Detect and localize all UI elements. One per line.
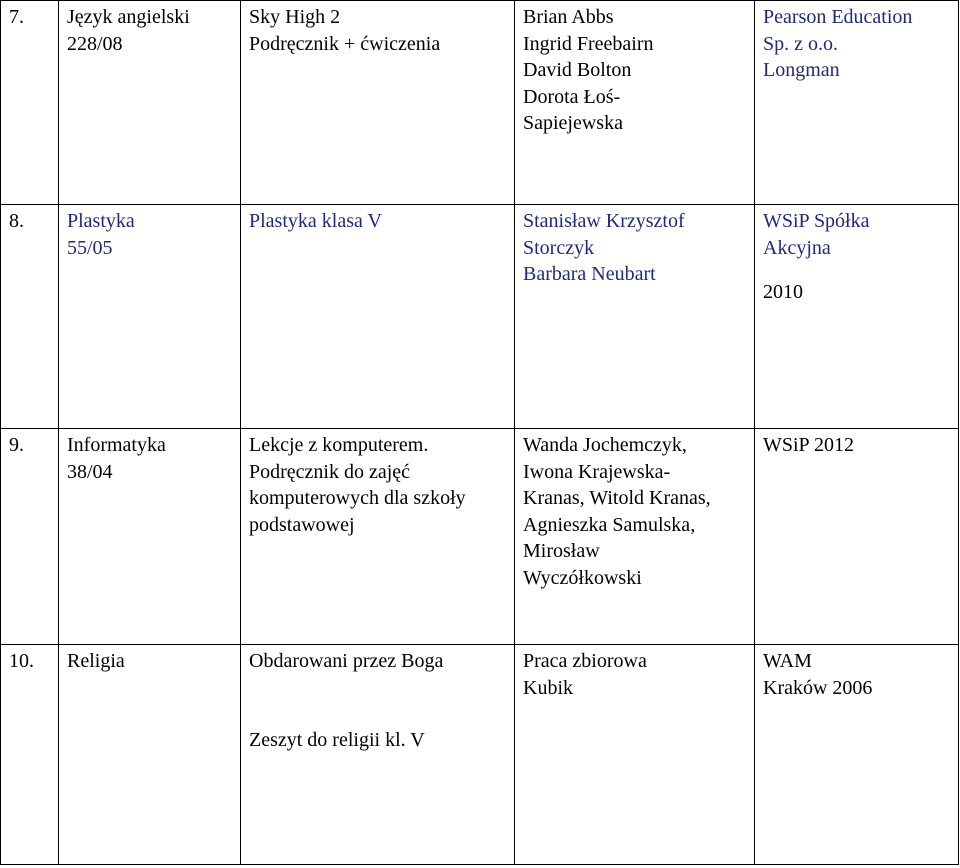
subject-name: Język angielski: [67, 6, 190, 28]
author-line: Wanda Jochemczyk,: [523, 434, 687, 456]
author-line: Praca zbiorowa: [523, 650, 647, 672]
author-line: Kubik: [523, 676, 573, 699]
publisher-line: Pearson Education: [763, 6, 913, 28]
row-number: 9.: [9, 434, 24, 456]
publisher-line: WSiP Spółka: [763, 210, 870, 232]
author-line: Barbara Neubart: [523, 263, 656, 285]
workbook-title: Zeszyt do religii kl. V: [249, 728, 425, 751]
table-row: [1, 429, 959, 645]
row-number-cell: [1, 205, 59, 429]
row-number-cell: [1, 1, 59, 205]
title-cell: [241, 645, 515, 865]
author-line: Sapiejewska: [523, 112, 623, 134]
publisher-cell: [755, 1, 959, 205]
publisher-cell: [755, 429, 959, 645]
author-line: Iwona Krajewska-: [523, 460, 671, 483]
title-line: Podręcznik + ćwiczenia: [249, 32, 441, 55]
author-line: Mirosław: [523, 540, 600, 562]
authors-cell: [515, 645, 755, 865]
author-line: David Bolton: [523, 59, 632, 81]
publisher-cell: [755, 205, 959, 429]
publisher-line: Sp. z o.o.: [763, 32, 838, 55]
title-line: podstawowej: [249, 513, 355, 536]
row-number: 7.: [9, 6, 24, 28]
title-line: Podręcznik do zajęć: [249, 460, 411, 483]
table-row: [1, 1, 959, 205]
authors-cell: [515, 205, 755, 429]
author-line: Wyczółkowski: [523, 566, 642, 589]
author-line: Dorota Łoś-: [523, 85, 621, 108]
title-cell: [241, 1, 515, 205]
author-line: Storczyk: [523, 236, 595, 259]
subject-cell: [59, 205, 241, 429]
publisher-line: WSiP 2012: [763, 434, 854, 456]
subject-code: 228/08: [67, 32, 123, 55]
title-line: Plastyka klasa V: [249, 210, 382, 232]
title-line: komputerowych dla szkoły: [249, 487, 466, 509]
subject-cell: [59, 429, 241, 645]
row-number: 10.: [9, 650, 34, 672]
table-row: [1, 645, 959, 865]
title-line: Sky High 2: [249, 6, 341, 28]
publisher-cell: [755, 645, 959, 865]
publisher-line: Akcyjna: [763, 236, 831, 259]
author-line: Ingrid Freebairn: [523, 32, 654, 55]
author-line: Brian Abbs: [523, 6, 614, 28]
title-cell: [241, 205, 515, 429]
publication-year: 2010: [763, 281, 803, 303]
publisher-line: Longman: [763, 59, 840, 81]
publisher-line: Kraków 2006: [763, 676, 873, 699]
subject-name: Plastyka: [67, 210, 135, 232]
title-line: Lekcje z komputerem.: [249, 434, 429, 456]
author-line: Stanisław Krzysztof: [523, 210, 685, 232]
title-cell: [241, 429, 515, 645]
authors-cell: [515, 1, 755, 205]
authors-cell: [515, 429, 755, 645]
table-row: [1, 205, 959, 429]
row-number: 8.: [9, 210, 24, 232]
publisher-line: WAM: [763, 650, 812, 672]
author-line: Agnieszka Samulska,: [523, 513, 696, 536]
row-number-cell: [1, 645, 59, 865]
row-number-cell: [1, 429, 59, 645]
author-line: Kranas, Witold Kranas,: [523, 487, 711, 509]
subject-code: 38/04: [67, 460, 113, 483]
subject-name: Religia: [67, 650, 125, 672]
subject-code: 55/05: [67, 236, 113, 259]
subject-cell: [59, 645, 241, 865]
subject-name: Informatyka: [67, 434, 166, 456]
subject-cell: [59, 1, 241, 205]
title-line: Obdarowani przez Boga: [249, 650, 444, 672]
